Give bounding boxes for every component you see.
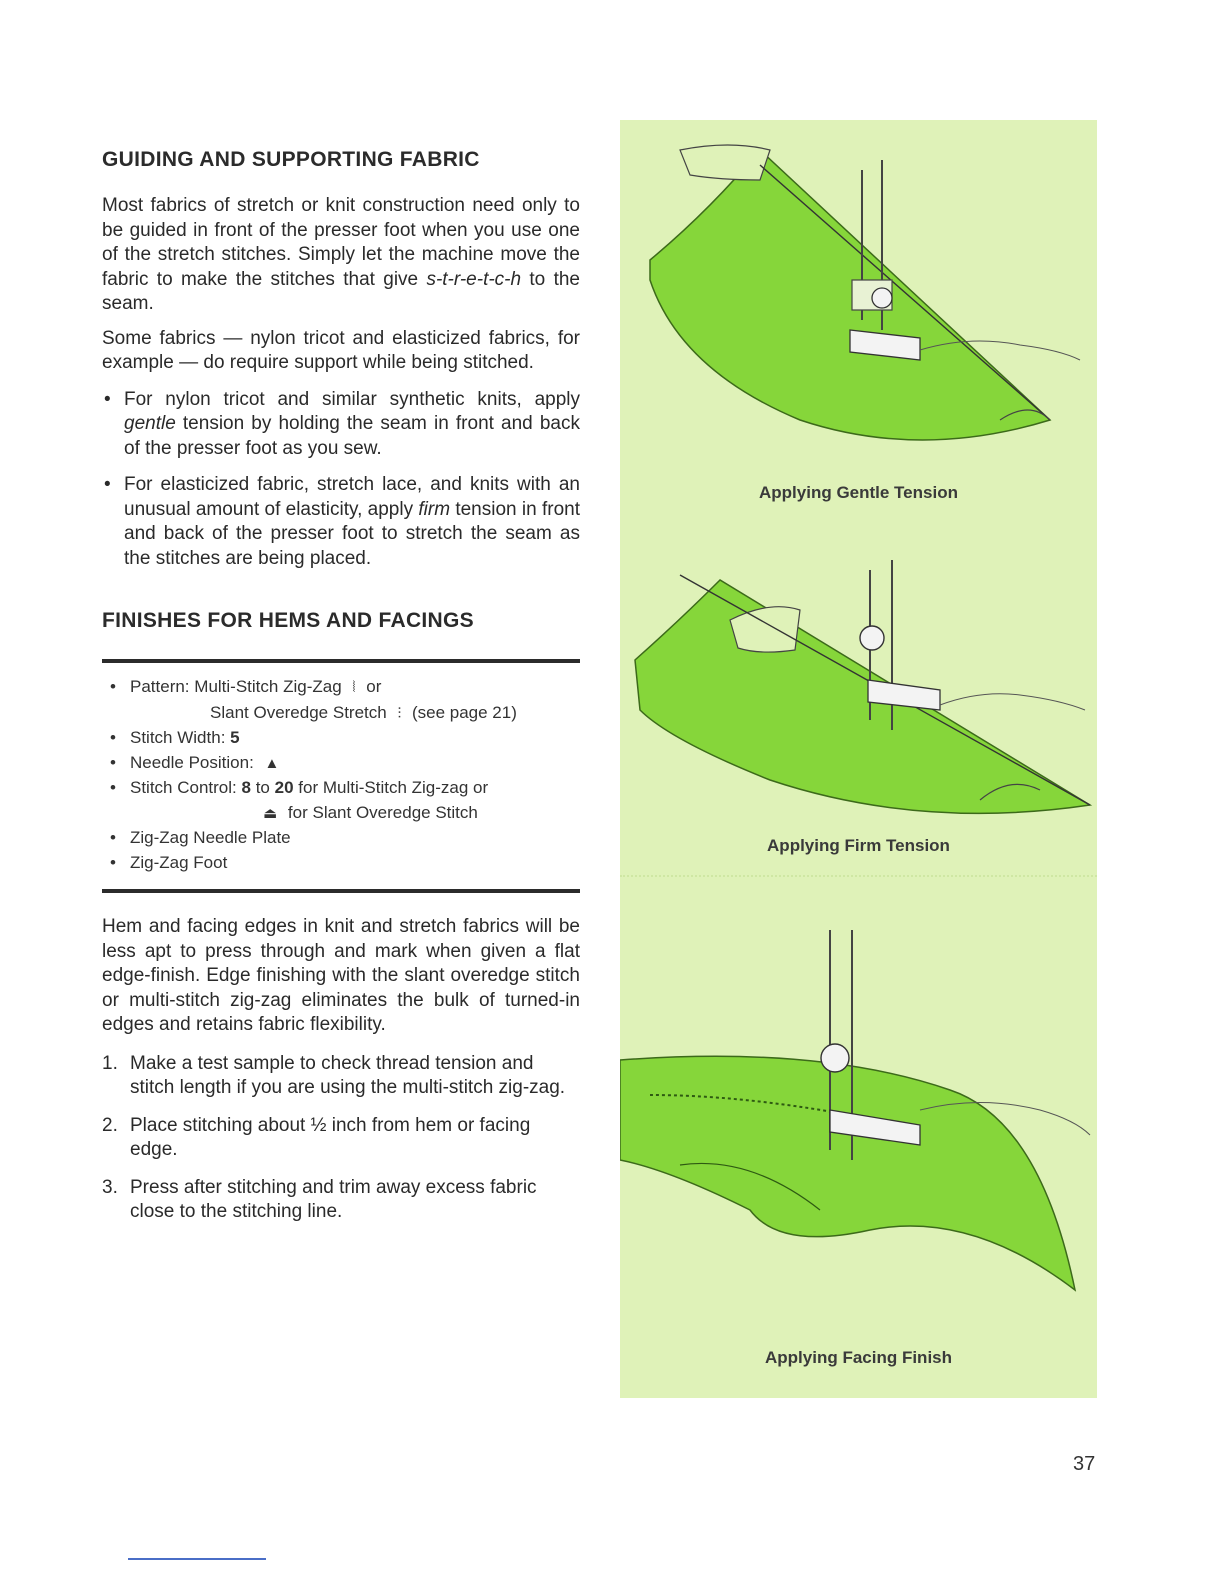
bullet-firm [102, 473, 580, 571]
needle-plate-text: Zig-Zag Needle Plate [130, 828, 291, 847]
stitch-control-slant: for Slant Overedge Stitch [287, 802, 478, 822]
foot-text: Zig-Zag Foot [130, 852, 228, 872]
facing-finish-illustration [620, 910, 1097, 1350]
page-number: 37 [1073, 1453, 1096, 1475]
gentle-tension-illustration [620, 120, 1097, 470]
bullet-gentle [102, 388, 580, 462]
tension-bullets [102, 388, 580, 572]
caption-facing: Applying Facing Finish [765, 1348, 952, 1367]
bullet-dot: • [110, 852, 116, 872]
bullet-dot: • [110, 728, 116, 747]
setting-label: Stitch Width: [130, 728, 226, 747]
step-item [102, 1114, 580, 1163]
bullet-dot: • [110, 828, 116, 847]
step-number: 3. [102, 1176, 118, 1198]
emphasis-gentle: gentle [124, 413, 176, 434]
bullet-dot: • [110, 752, 116, 772]
text-run: For nylon tricot and similar synthetic knits, apply [124, 388, 580, 410]
stitch-control-tail: for Multi-Stitch Zig-zag or [298, 778, 489, 797]
caption-firm: Applying Firm Tension [767, 836, 950, 855]
firm-tension-illustration [620, 540, 1097, 850]
setting-label: Needle Position: [130, 752, 254, 772]
illustration-panel [620, 120, 1097, 1398]
machine-settings-box [102, 659, 580, 893]
bottom-link-underline [128, 1558, 266, 1560]
section-title-finishes: FINISHES FOR HEMS AND FACINGS [102, 609, 474, 632]
text-run: tension in front and back of the presser foot to stretch the seam as the stitches are being placed. [124, 498, 580, 569]
text-run: to the seam. [102, 268, 580, 314]
stitch-control-icon: ⏏ [263, 804, 278, 822]
setting-stitch-width [102, 726, 580, 751]
paragraph-guiding [102, 194, 580, 317]
figure-gentle-tension [620, 120, 1097, 470]
step-text: Place stitching about ½ inch from hem or facing edge. [130, 1114, 531, 1160]
figure-divider [620, 875, 1097, 877]
page-reference: (see page 21) [411, 702, 517, 722]
to-text: to [255, 778, 270, 797]
stitch-width-value: 5 [230, 728, 240, 747]
finish-steps [102, 1052, 580, 1225]
setting-needle-plate [102, 826, 580, 851]
step-number: 2. [102, 1114, 118, 1136]
step-item [102, 1176, 580, 1225]
text-run: For elasticized fabric, stretch lace, and knits with an unusual amount of elasticity, apply [124, 474, 580, 520]
or-text: or [366, 677, 382, 696]
figure-facing-finish [620, 910, 1097, 1350]
emphasis-stretch: s-t-r-e-t-c-h [426, 268, 522, 290]
step-number: 1. [102, 1052, 118, 1074]
left-column [102, 148, 580, 1238]
paragraph-support: Some fabrics — nylon tricot and elasticized fabrics, for example — do require support while being stitched. [102, 327, 580, 373]
step-item [102, 1052, 580, 1101]
needle-position-icon: ▲ [264, 754, 280, 772]
emphasis-firm: firm [418, 498, 451, 520]
setting-pattern [102, 675, 580, 701]
bullet-dot: • [110, 677, 116, 696]
figure-firm-tension [620, 540, 1097, 850]
setting-label: Stitch Control: [130, 778, 237, 797]
setting-pattern-alt [102, 701, 580, 727]
setting-needle-position [102, 751, 580, 777]
step-text: Press after stitching and trim away excess fabric close to the stitching line. [130, 1176, 537, 1222]
setting-label: Pattern: [130, 677, 190, 696]
text-run: Most fabrics of stretch or knit construction need only to be guided in front of the presser foot when you use one of the stretch stitches. Simply let the machine move the fabric to make the stitches that give [102, 195, 580, 290]
setting-stitch-control-alt [102, 801, 580, 827]
slant-overedge-icon: ⫶ [397, 704, 402, 722]
bullet-dot: • [110, 778, 116, 797]
setting-stitch-control [102, 776, 580, 801]
pattern-multi-stitch: Multi-Stitch Zig-Zag [194, 677, 342, 696]
section-title-guiding: GUIDING AND SUPPORTING FABRIC [102, 148, 480, 171]
stitch-control-from: 8 [241, 778, 251, 797]
zigzag-stitch-icon: ⦚ [352, 679, 356, 696]
caption-gentle: Applying Gentle Tension [759, 483, 958, 502]
text-run: tension by holding the seam in front and back of the presser foot as you sew. [124, 413, 580, 459]
step-text: Make a test sample to check thread tension and stitch length if you are using the multi-stitch zig-zag. [130, 1052, 566, 1098]
stitch-control-to: 20 [274, 778, 294, 797]
pattern-slant-overedge: Slant Overedge Stretch [210, 702, 387, 722]
setting-foot [102, 851, 580, 876]
paragraph-finishes: Hem and facing edges in knit and stretch fabrics will be less apt to press through and mark when given a flat edge-finish. Edge finishing with the slant overedge stitch or multi-stitch zig-zag eliminates the bulk of turned-in edges and retains fabric flexibility. [102, 916, 580, 1035]
